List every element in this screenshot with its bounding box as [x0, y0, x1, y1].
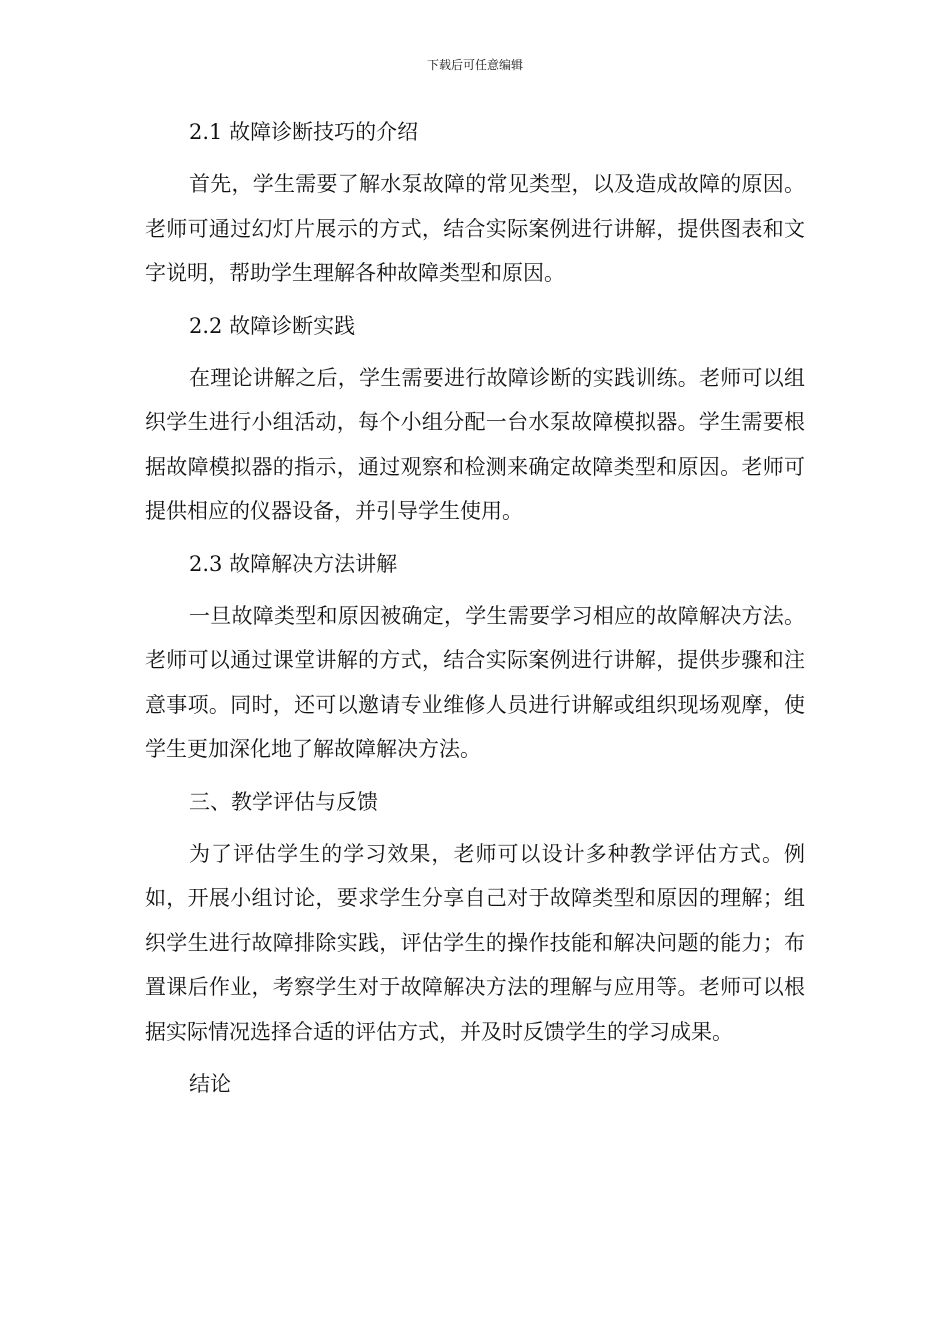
section-heading-2-3: 2.3 故障解决方法讲解 [189, 551, 398, 576]
document-body [145, 110, 805, 1114]
paragraph-evaluation: 为了评估学生的学习效果，老师可以设计多种教学评估方式。例如，开展小组讨论，要求学生分享自己对于故障类型和原因的理解；组织学生进行故障排除实践，评估学生的操作技能和解决问题的能力；布置课后作业，考察学生对于故障解决方法的理解与应用等。老师可以根据实际情况选择合适的评估方式，并及时反馈学生的学习成果。 [145, 841, 805, 1044]
section-heading-2-1: 2.1 故障诊断技巧的介绍 [189, 120, 419, 144]
section-heading-2-2: 2.2 故障诊断实践 [189, 313, 356, 338]
paragraph-diagnosis-practice: 在理论讲解之后，学生需要进行故障诊断的实践训练。老师可以组织学生进行小组活动，每个小组分配一台水泵故障模拟器。学生需要根据故障模拟器的指示，通过观察和检测来确定故障类型和原因。老师可提供相应的仪器设备，并引导学生使用。 [145, 365, 805, 523]
page-header: 下载后可任意编辑 [426, 58, 523, 72]
section-heading-conclusion: 结论 [189, 1072, 231, 1096]
paragraph-solution-methods: 一旦故障类型和原因被确定，学生需要学习相应的故障解决方法。老师可以通过课堂讲解的方式，结合实际案例进行讲解，提供步骤和注意事项。同时，还可以邀请专业维修人员进行讲解或组织现场观摩，使学生更加深化地了解故障解决方法。 [145, 603, 805, 761]
section-heading-3: 三、教学评估与反馈 [189, 789, 378, 814]
paragraph-fault-types: 首先，学生需要了解水泵故障的常见类型，以及造成故障的原因。老师可通过幻灯片展示的方式，结合实际案例进行讲解，提供图表和文字说明，帮助学生理解各种故障类型和原因。 [145, 172, 805, 285]
